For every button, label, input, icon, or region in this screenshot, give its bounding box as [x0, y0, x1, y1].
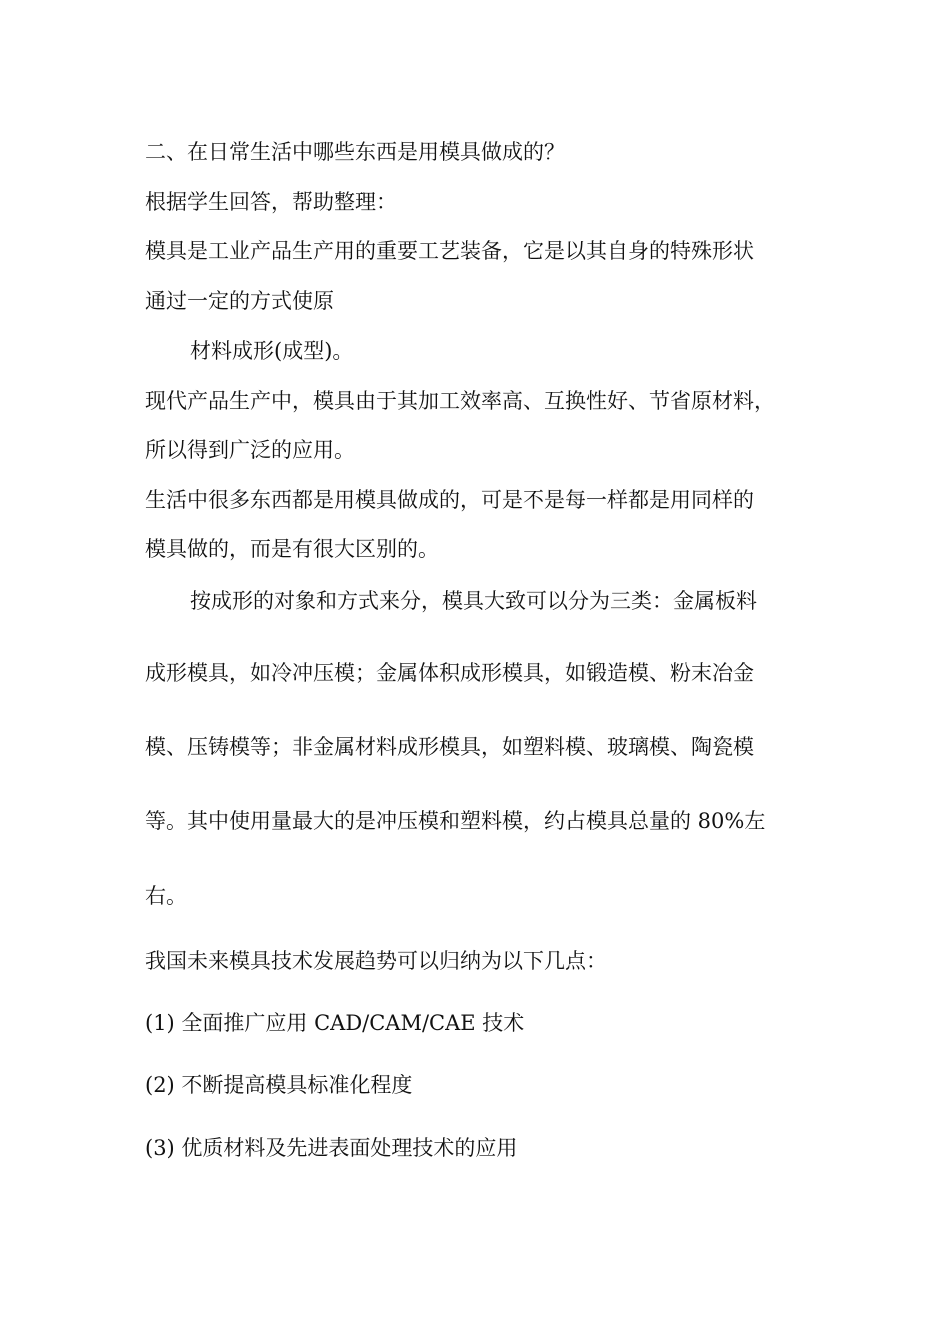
- text-line: 右。: [145, 884, 187, 908]
- text-line: 材料成形(成型)。: [190, 339, 354, 363]
- text-line: 生活中很多东西都是用模具做成的，可是不是每一样都是用同样的: [145, 488, 754, 512]
- text-line: 所以得到广泛的应用。: [145, 438, 355, 462]
- list-item: (1) 全面推广应用 CAD/CAM/CAE 技术: [145, 1011, 525, 1035]
- text-line: 根据学生回答，帮助整理：: [145, 190, 397, 214]
- text-line: 按成形的对象和方式来分，模具大致可以分为三类：金属板料: [190, 589, 757, 613]
- list-item: (3) 优质材料及先进表面处理技术的应用: [145, 1136, 518, 1160]
- text-line: 等。其中使用量最大的是冲压模和塑料模，约占模具总量的 80%左: [145, 809, 766, 833]
- text-line: 通过一定的方式使原: [145, 289, 334, 313]
- text-line: 模具是工业产品生产用的重要工艺装备，它是以其自身的特殊形状: [145, 239, 754, 263]
- text-line: 模具做的，而是有很大区别的。: [145, 537, 439, 561]
- text-line: 我国未来模具技术发展趋势可以归纳为以下几点：: [145, 949, 607, 973]
- list-item: (2) 不断提高模具标准化程度: [145, 1073, 413, 1097]
- text-line: 模、压铸模等；非金属材料成形模具，如塑料模、玻璃模、陶瓷模: [145, 735, 754, 759]
- text-line: 现代产品生产中，模具由于其加工效率高、互换性好、节省原材料，: [145, 389, 775, 413]
- section-heading: 二、在日常生活中哪些东西是用模具做成的？: [145, 140, 565, 164]
- text-line: 成形模具，如冷冲压模；金属体积成形模具，如锻造模、粉末冶金: [145, 661, 754, 685]
